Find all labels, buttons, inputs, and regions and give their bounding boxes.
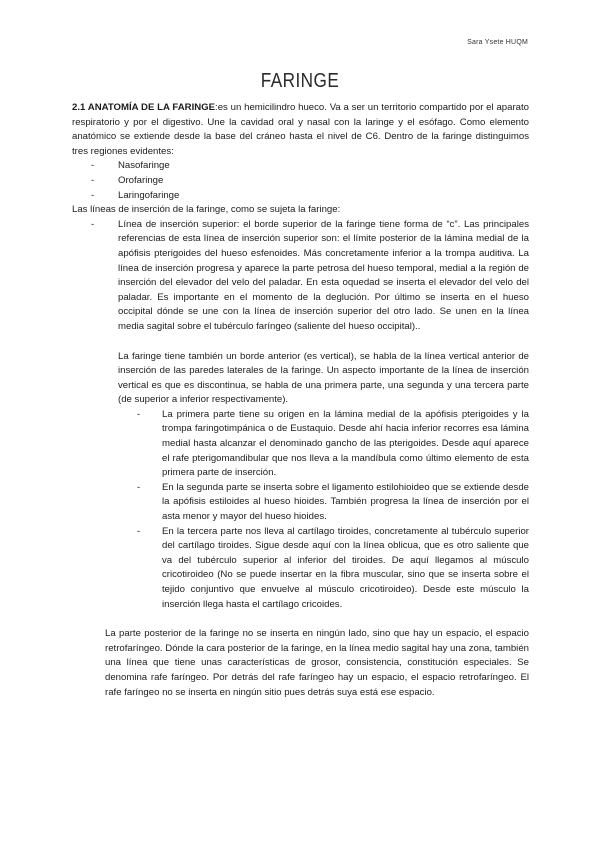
posterior-paragraph: La parte posterior de la faringe no se inserta en ningún lado, sino que hay un espacio, el espacio retrofaríngeo. Dónde la cara posterior de la faringe, en la línea medio sagital hay una zona, también una línea que tiene unas características de grosor, consistencia, constitución especiales. Se denomina rafe faríngeo. Por detrás del rafe faríngeo hay un espacio, el espacio retrofaríngeo. El rafe faríngeo no se inserta en ningún sitio pues detrás suya está ese espacio. <box>105 628 529 698</box>
page-title: FARINGE <box>260 70 340 92</box>
list-item: - Orofaringe <box>72 174 529 189</box>
parts-list <box>118 408 529 612</box>
regions-list <box>72 159 529 203</box>
insertion-lines-list <box>72 218 529 612</box>
list-item <box>72 218 529 612</box>
author-header: Sara Ysete HUQM <box>467 39 528 46</box>
superior-line-text: Línea de inserción superior: el borde superior de la faringe tiene forma de “c”. Las principales referencias de esta línea de inserción superior son: el límite posterior de la lámina medial de la apófisis pterigoides del hueso esfenoides. Más concretamente inferior a la trompa auditiva. La línea de inserción progresa y aparece la parte petrosa del hueso temporal, medial a la región de inserción del elevador del velo del paladar. En esta oquedad se inserta el elevador del velo del paladar. Es importante en el momento de la deglución. Por último se inserta en el hueso occipital dónde se une con la línea de inserción superior del otro lado. Se unen en la línea media sagital sobre el tubérculo faríngeo (saliente del hueso occipital).. <box>118 218 529 332</box>
list-item: - En la tercera parte nos lleva al cartílago tiroides, concretamente al tubérculo superior del cartílago tiroides. Sigue desde aquí con la línea oblicua, que es otro saliente que va del tubérculo superior al inferior del tiroides. De aquí llegamos al músculo cricotiroideo (No se puede insertar en la fibra muscular, sino que se inserta sobre el tejido conjuntivo que envuelve al músculo cricotiroideo). Desde este músculo la inserción llega hasta el cartílago cricoides. <box>118 525 529 613</box>
list-item: - Nasofaringe <box>72 159 529 174</box>
insertion-intro: Las líneas de inserción de la faringe, como se sujeta la faringe: <box>72 204 341 216</box>
intro-paragraph <box>72 101 529 159</box>
list-item: - En la segunda parte se inserta sobre el ligamento estilohioideo que se extiende desde la apófisis estiloides al hueso hioides. También progresa la línea de inserción por el asta menor y mayor del hueso hioides. <box>118 481 529 525</box>
document-body <box>72 101 529 700</box>
section-heading: 2.1 ANATOMÍA DE LA FARINGE <box>72 102 216 113</box>
list-item: - La primera parte tiene su origen en la lámina medial de la apófisis pterigoides y la trompa faringotimpánica o de Eustaquio. Desde ahí hacia inferior recorres esa lámina medial hasta alcanzar el denominado gancho de las pterigoides. Desde aquí aparece el rafe pterigomandibular que nos lleva a la mandíbula como último elemento de esta primera parte de inserción. <box>118 408 529 481</box>
anterior-intro: La faringe tiene también un borde anterior (es vertical), se habla de la línea vertical anterior de inserción de las paredes laterales de la faringe. Un aspecto importante de la línea de inserción vertical es que es discontinua, se habla de una primera parte, una segunda y una tercera parte (de superior a inferior respectivamente). <box>118 350 529 406</box>
intro-text: :es un hemicilindro hueco. Va a ser un territorio compartido por el aparato respiratorio y por el digestivo. Une la cavidad oral y nasal con la laringe y el esófago. Como elemento anatómico se extiende desde la base del cráneo hasta el nivel de C6. Dentro de la faringe distinguimos tres regiones evidentes: <box>72 102 529 157</box>
list-item: - Laringofaringe <box>72 189 529 204</box>
